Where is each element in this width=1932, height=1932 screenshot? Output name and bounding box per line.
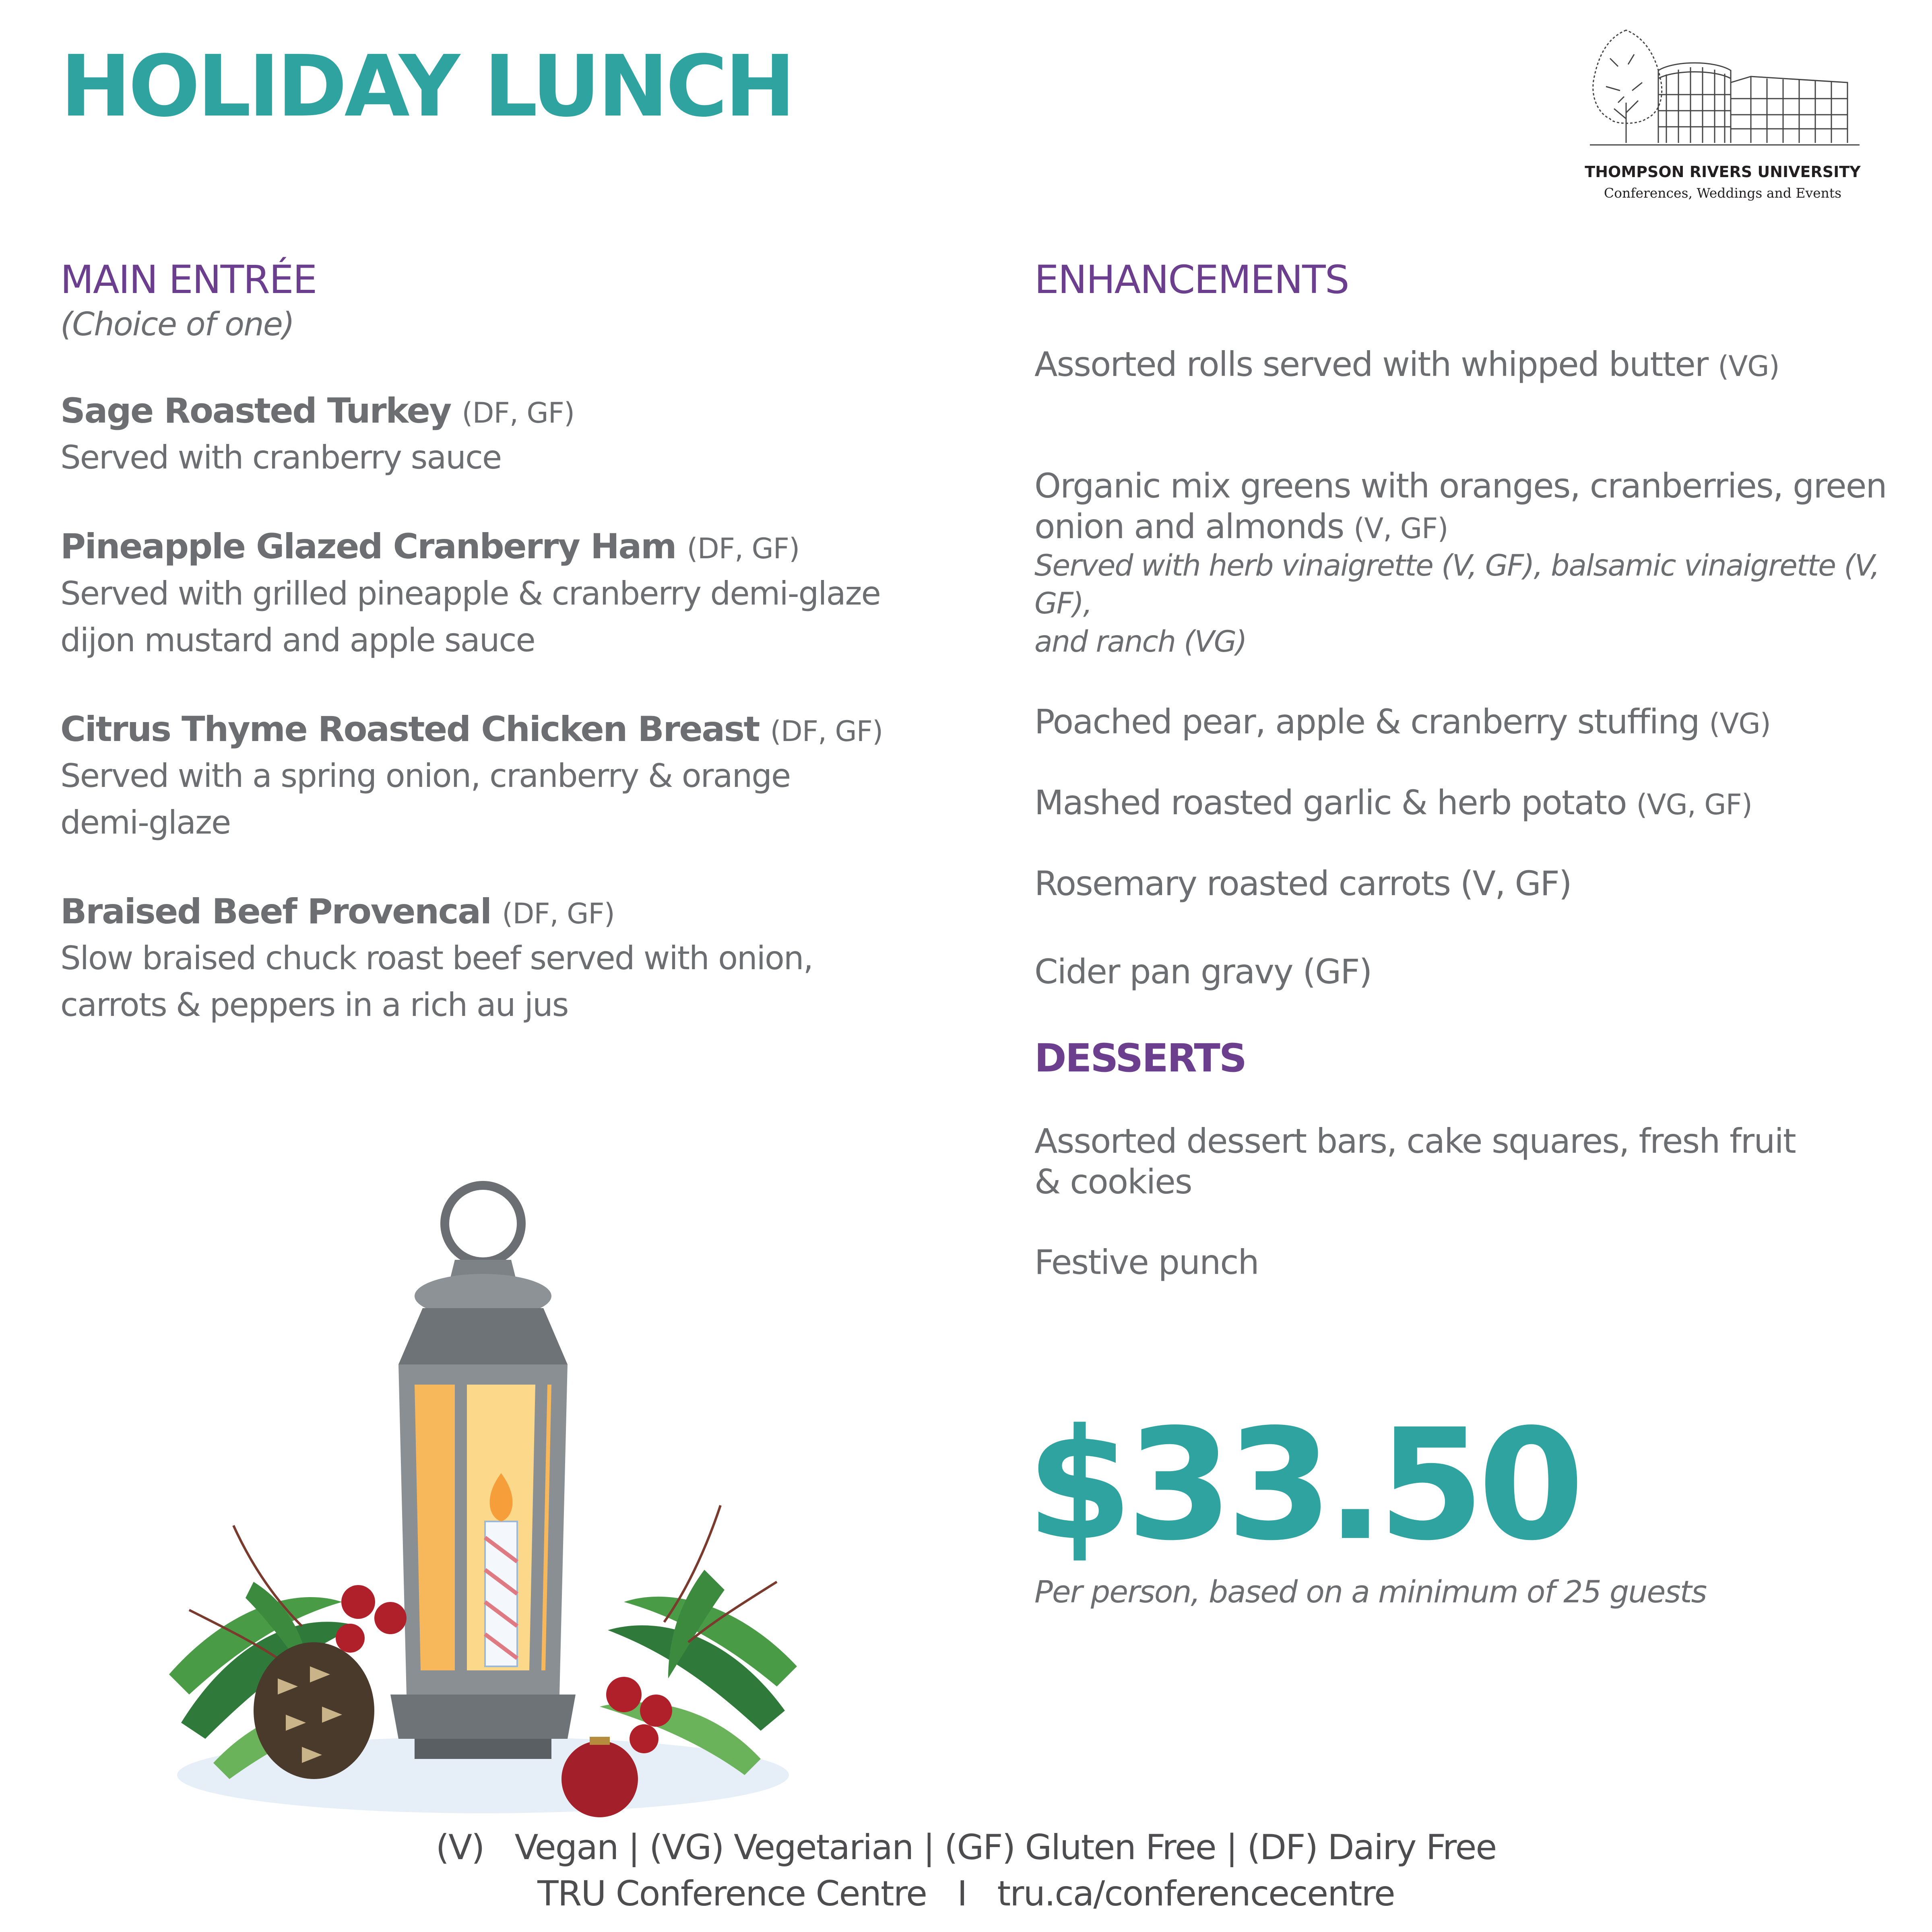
entree-name: Pineapple Glazed Cranberry Ham — [60, 526, 676, 567]
dietary-tags: (VG, GF) — [1636, 788, 1752, 822]
entree-name: Braised Beef Provencal — [60, 891, 491, 932]
enhancement-item — [1034, 425, 1920, 547]
entree-description: Served with grilled pineapple & cranberry demi-glaze dijon mustard and apple sauce — [60, 574, 880, 659]
dessert-item: Festive punch — [1034, 1243, 1259, 1282]
campus-building-illustration — [1582, 22, 1864, 159]
enhancement-item — [1034, 952, 1920, 992]
dietary-legend: (V) Vegan | (VG) Vegetarian | (GF) Gluten Free | (DF) Dairy Free — [436, 1827, 1496, 1868]
enhancement-text: Organic mix greens with oranges, cranberries, green onion and almonds — [1034, 466, 1887, 546]
footer-contact: TRU Conference Centre I tru.ca/conferencecentre — [537, 1874, 1395, 1914]
entree-item — [60, 523, 986, 663]
enhancement-text: Cider pan gravy (GF) — [1034, 952, 1372, 991]
logo-university-name: THOMPSON RIVERS UNIVERSITY — [1585, 163, 1861, 181]
dietary-tags: (V, GF) — [1354, 512, 1448, 545]
dietary-tags: (DF, GF) — [770, 714, 883, 748]
main-entree-heading: MAIN ENTRÉE — [60, 257, 317, 302]
enhancement-item — [1034, 782, 1920, 823]
entree-description: Served with cranberry sauce — [60, 439, 502, 477]
price-note: Per person, based on a minimum of 25 guests — [1034, 1574, 1707, 1610]
enhancement-item — [1034, 863, 1920, 904]
choice-note: (Choice of one) — [60, 305, 294, 343]
enhancement-item — [1034, 344, 1920, 385]
desserts-heading: DESSERTS — [1034, 1036, 1246, 1081]
entree-item — [60, 388, 986, 481]
dietary-tags: (DF, GF) — [462, 396, 575, 430]
enhancement-text: Poached pear, apple & cranberry stuffing — [1034, 702, 1699, 742]
enhancement-item — [1034, 702, 1920, 742]
enhancements-section — [1034, 258, 1920, 1283]
enhancement-text: Assorted rolls served with whipped butter — [1034, 345, 1708, 384]
lantern-illustration — [133, 1175, 833, 1827]
enhancement-dressing-note: Served with herb vinaigrette (V, GF), balsamic vinaigrette (V, GF), and ranch (VG) — [1034, 548, 1879, 659]
entree-name: Sage Roasted Turkey — [60, 391, 451, 431]
main-entree-section — [60, 258, 986, 1028]
dietary-tags: (VG) — [1718, 350, 1779, 383]
entree-name: Citrus Thyme Roasted Chicken Breast — [60, 709, 760, 749]
dietary-tags: (VG) — [1709, 707, 1771, 741]
enhancements-heading: ENHANCEMENTS — [1034, 257, 1349, 302]
logo-tagline: Conferences, Weddings and Events — [1604, 185, 1842, 201]
enhancement-text: Rosemary roasted carrots (V, GF) — [1034, 863, 1571, 903]
university-logo — [1582, 22, 1864, 207]
dietary-tags: (DF, GF) — [687, 532, 800, 566]
dessert-item: Assorted dessert bars, cake squares, fresh fruit & cookies — [1034, 1121, 1796, 1201]
dietary-tags: (DF, GF) — [502, 897, 615, 930]
price-amount: $33.50 — [1026, 1396, 1578, 1574]
entree-description: Served with a spring onion, cranberry & orange demi-glaze — [60, 757, 791, 841]
entree-description: Slow braised chuck roast beef served with onion, carrots & peppers in a rich au jus — [60, 939, 813, 1024]
enhancement-text: Mashed roasted garlic & herb potato — [1034, 783, 1627, 823]
entree-item — [60, 706, 986, 846]
entree-item — [60, 888, 986, 1028]
page-title: HOLIDAY LUNCH — [60, 37, 793, 136]
